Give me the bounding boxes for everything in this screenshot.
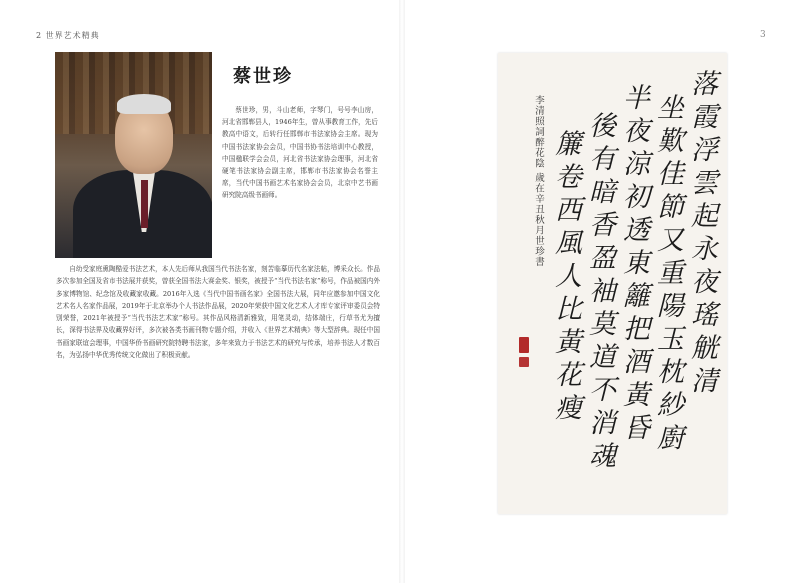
running-header: 2 世界艺术精典 [36,31,100,40]
page-gutter [399,0,405,583]
calligraphy-column: 簾卷西風人比黃花瘦 [550,129,581,426]
artist-article: 自幼受家庭熏陶酷爱书法艺术，本人先后师从我国当代书法名家，刻苦临摹历代名家法帖，博采众长。作品多次参加全国及省市书法展并获奖，曾获全国书法大赛金奖、银奖，被授予“当代书法名家”称号，作品被国内外多家博物馆、纪念馆及收藏家收藏。2016年入选《当代中国书画名家》全国书法大展，同年应邀参加中国文化艺术名人名家作品展，2019年于北京举办个人书法作品展，2020年荣获中国文化艺术人才库专家评审委员会特别荣誉，2021年被授予“当代书法艺术家”称号。其作品风格清新雅致，用笔灵动，结体端庄，行草书尤为擅长，深得书法界及收藏界好评，多次被各类书画刊物专题介绍，并收入《世界艺术精典》等大型辞典。现任中国书画家联谊会理事，中国华侨书画研究院特聘书法家，多年来致力于书法艺术的研究与传承，培养书法人才数百名，为弘扬中华优秀传统文化做出了积极贡献。 [56,265,380,360]
calligraphy-column: 坐歎佳節又重陽玉枕紗廚 [652,93,683,456]
artist-name: 蔡世珍 [233,66,293,87]
portrait-tie [141,180,148,228]
calligraphy-inscription: 李清照詞醉花陰 歲在辛丑秋月世珍書 [533,95,544,268]
calligraphy-column: 後有暗香盈袖莫道不消魂 [584,111,615,474]
artist-portrait [55,52,212,258]
red-seal-stamp [519,357,529,367]
page-number: 3 [760,30,766,40]
calligraphy-column: 落霞浮雲起永夜瑤觥清 [686,69,717,399]
artist-bio: 蔡世珍，男，斗山老师，字琴门，号号李山房，河北省邯郸县人，1946年生，曾从事教育工作，先后教高中语文，后转行任邯郸市书法家协会主席。现为中国书法家协会会员，中国书协书法培训中心教授，中国楹联学会会员，河北省书法家协会理事，河北省硬笔书法家协会副主席，邯郸市书法家协会名誉主席，当代中国书画艺术名家协会会员，北京中艺书画研究院高级书画师。 [222,106,378,200]
portrait-hair [117,94,171,114]
calligraphy-artwork [498,53,727,514]
calligraphy-column: 半夜涼初透東籬把酒黃昏 [618,83,649,446]
red-seal-stamp [519,337,529,353]
